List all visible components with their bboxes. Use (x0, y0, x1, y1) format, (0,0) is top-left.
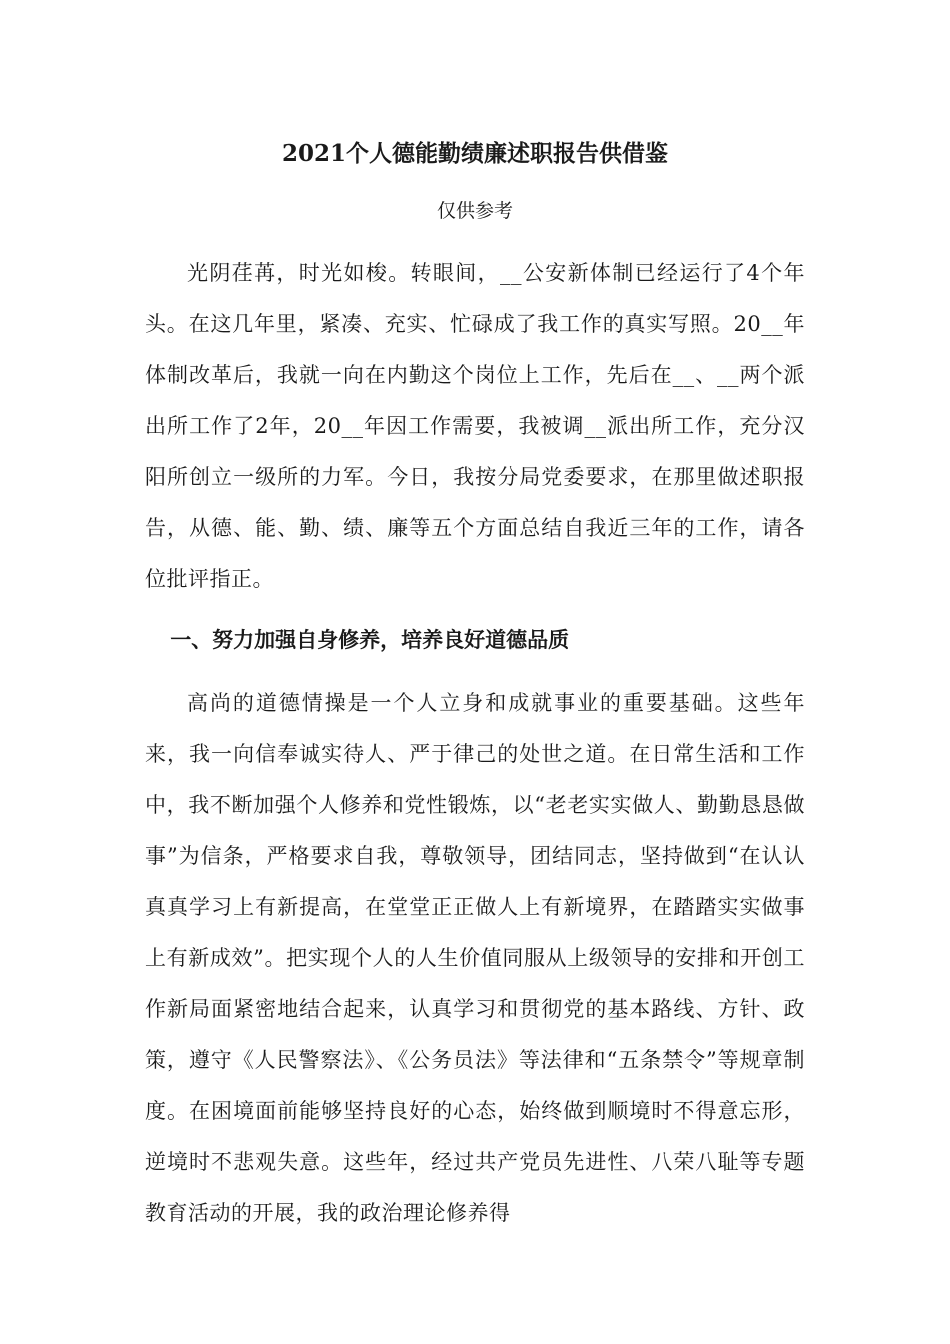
body-paragraph: 高尚的道德情操是一个人立身和成就事业的重要基础。这些年来，我一向信奉诚实待人、严于律己的处世之道。在日常生活和工作中，我不断加强个人修养和党性锻炼，以“老老实实做人、勤勤恳恳做事”为信条，严格要求自我，尊敬领导，团结同志，坚持做到“在认认真真学习上有新提高，在堂堂正正做人上有新境界，在踏踏实实做事上有新成效”。把实现个人的人生价值同服从上级领导的安排和开创工作新局面紧密地结合起来，认真学习和贯彻党的基本路线、方针、政策，遵守《人民警察法》、《公务员法》等法律和“五条禁令”等规章制度。在困境面前能够坚持良好的心态，始终做到顺境时不得意忘形，逆境时不悲观失意。这些年，经过共产党员先进性、八荣八耻等专题教育活动的开展，我的政治理论修养得 (145, 691, 805, 1225)
section-heading: 一、努力加强自身修养，培养良好道德品质 (170, 627, 570, 652)
document-subtitle: 仅供参考 (436, 200, 513, 222)
intro-paragraph: 光阴荏苒，时光如梭。转眼间，__公安新体制已经运行了4个年头。在这几年里，紧凑、充实、忙碌成了我工作的真实写照。20__年体制改革后，我就一向在内勤这个岗位上工作，先后在__、__两个派出所工作了2年，20__年因工作需要，我被调__派出所工作，充分汉阳所创立一级所的力军。今日，我按分局党委要求，在那里做述职报告，从德、能、勤、绩、廉等五个方面总结自我近三年的工作，请各位批评指正。 (145, 261, 805, 591)
document-title: 2021个人德能勤绩廉述职报告供借鉴 (281, 140, 668, 167)
